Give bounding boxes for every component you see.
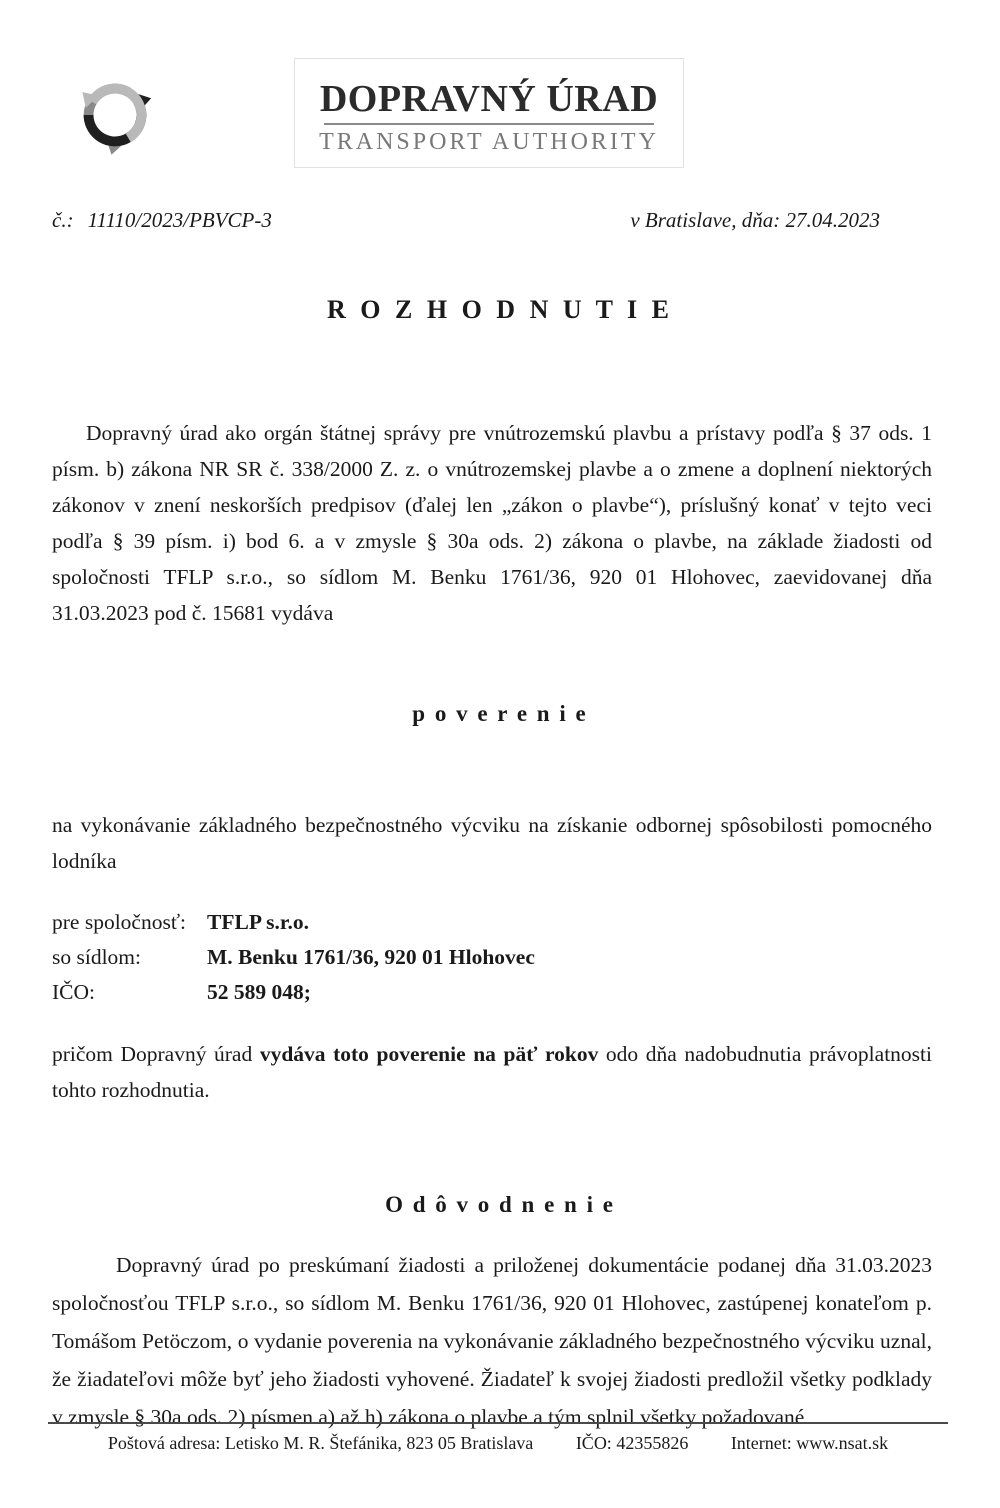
place-and-date: v Bratislave, dňa: 27.04.2023	[630, 208, 880, 232]
reference-number-label: č.:	[52, 208, 74, 232]
transport-authority-logo-icon	[64, 66, 166, 164]
validity-paragraph	[52, 1036, 932, 1108]
reference-number	[52, 208, 272, 233]
company-field-value: 52 589 048;	[207, 980, 311, 1004]
company-field-value: M. Benku 1761/36, 920 01 Hlohovec	[207, 945, 535, 969]
company-field-label: so sídlom:	[52, 945, 142, 969]
company-field-value: TFLP s.r.o.	[207, 910, 309, 934]
reference-number-value: 11110/2023/PBVCP-3	[87, 208, 272, 232]
document-title: R O Z H O D N U T I E	[327, 295, 673, 324]
reference-row	[52, 208, 880, 233]
footer-ico: IČO: 42355826	[575, 1433, 689, 1453]
authorization-scope-paragraph: na vykonávanie základného bezpečnostného výcviku na získanie odbornej spôsobilosti pomocného lodníka	[52, 813, 932, 873]
intro-paragraph: Dopravný úrad ako orgán štátnej správy pre vnútrozemskú plavbu a prístavy podľa § 37 ods. 1 písm. b) zákona NR SR č. 338/2000 Z. z. o vnútrozemskej plavbe a o zmene a doplnení niektorých zákonov v znení neskorších predpisov (ďalej len „zákon o plavbe“), príslušný konať v tejto veci podľa § 39 písm. i) bod 6. a v zmysle § 30a ods. 2) zákona o plavbe, na základe žiadosti od spoločnosti TFLP s.r.o., so sídlom M. Benku 1761/36, 920 01 Hlohovec, zaevidovanej dňa 31.03.2023 pod č. 15681 vydáva	[52, 421, 932, 625]
authority-name-divider	[324, 123, 654, 125]
company-details	[52, 905, 932, 1010]
validity-suffix: odo dňa nadobudnutia právoplatnosti tohto rozhodnutia.	[52, 1042, 932, 1102]
authorization-heading: p o v e r e n i e	[412, 701, 588, 726]
authority-name-en: TRANSPORT AUTHORITY	[319, 129, 659, 155]
company-row	[52, 975, 932, 1010]
validity-bold-clause: vydáva toto poverenie na päť rokov	[259, 1042, 599, 1066]
justification-heading: O d ô v o d n e n i e	[385, 1192, 615, 1217]
company-field-label: IČO:	[52, 980, 95, 1004]
footer-postal-address: Poštová adresa: Letisko M. R. Štefánika, 823 05 Bratislava	[107, 1433, 534, 1453]
justification-paragraph: Dopravný úrad po preskúmaní žiadosti a priloženej dokumentácie podanej dňa 31.03.2023 spoločnosťou TFLP s.r.o., so sídlom M. Benku 1761/36, 920 01 Hlohovec, zastúpenej konateľom p. Tomášom Petöczom, o vydanie poverenia na vykonávanie základného bezpečnostného výcviku uznal, že žiadateľovi môže byť jeho žiadosti vyhovené. Žiadateľ k svojej žiadosti predložil všetky podklady v zmysle § 30a ods. 2) písmen a) až h) zákona o plavbe a tým splnil všetky požadované	[52, 1253, 932, 1429]
company-row	[52, 940, 932, 975]
authority-name-sk: DOPRAVNÝ ÚRAD	[319, 78, 659, 120]
company-row	[52, 905, 932, 940]
document-header	[0, 0, 1000, 168]
validity-prefix: pričom Dopravný úrad	[52, 1042, 260, 1066]
page-footer	[48, 1422, 948, 1454]
authority-name-box	[294, 58, 684, 168]
company-field-label: pre spoločnosť:	[52, 910, 186, 934]
footer-internet: Internet: www.nsat.sk	[730, 1433, 889, 1453]
